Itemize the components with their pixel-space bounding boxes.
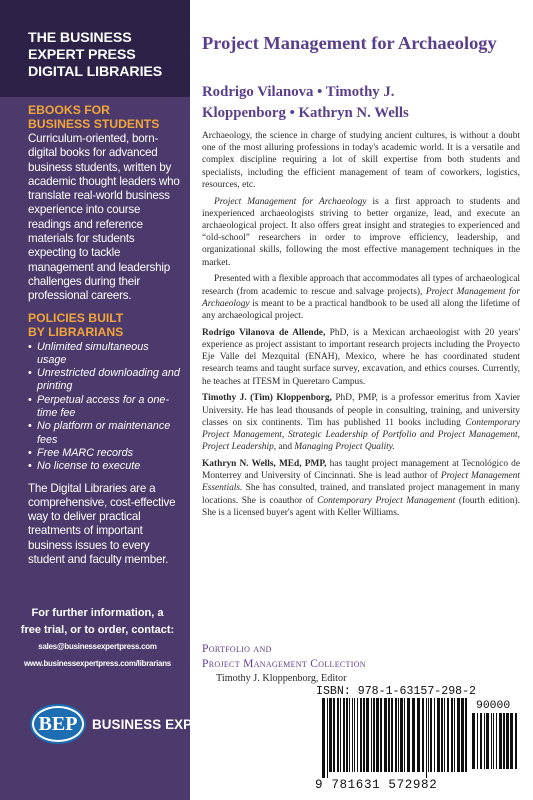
paragraph-text: Presented with a flexible approach that accommodates all types of archaeological research (from academic to rescue and salvage projects), — [202, 274, 520, 297]
contact-line: For further information, a — [31, 607, 164, 619]
barcode-bar — [480, 713, 482, 769]
series-line: Project Management Collection — [202, 657, 366, 670]
barcode-bar — [477, 713, 478, 769]
barcode-bar — [349, 698, 350, 772]
barcode-bar — [360, 698, 362, 772]
author-name: Kathryn N. Wells, MEd, PMP, — [202, 459, 327, 470]
policies-list — [28, 341, 180, 474]
barcode-bar — [412, 698, 415, 772]
barcode-bar — [363, 698, 365, 772]
book-title-reference: Project Management for Archaeology — [214, 196, 367, 207]
digital-libraries-description: The Digital Libraries are a comprehensive, cost-effective way to deliver practical treatments of important business issues to every student and faculty member. — [28, 481, 176, 567]
bio-text: and — [276, 442, 295, 453]
paragraph-text: is a first approach to students and inexperienced archaeologists striving to better organize, lead, and execute an archaeological project. It also offers great insight and strategies to experienced and “old-school” researchers in order to improve efficiency, leadership, and organizational skills, following the most effective management techniques in the market. — [202, 196, 520, 268]
barcode-digits: 9 781631 572982 — [315, 778, 438, 792]
ebooks-description: Curriculum-oriented, born-digital books for advanced business students, written by academic thought leaders who translate real-world business experience into course readings and reference materials for students expecting to tackle management and leadership challenges during their professional careers. — [28, 132, 180, 303]
barcode-bar — [404, 698, 405, 772]
book-title: Project Management for Archaeology — [202, 33, 497, 53]
book-reference: Managing Project Quality. — [294, 442, 395, 453]
barcode-bar — [395, 698, 397, 772]
barcode-bar — [417, 698, 420, 772]
bio-text: PhD, PMP, is a professor emeritus from Xavier University. He has lead thousands of people in consulting, training, and university classes on six continents. Tim has published 11 books including — [202, 393, 520, 428]
authors-line: Kloppenborg • Kathryn N. Wells — [202, 104, 409, 121]
barcode-bar — [503, 713, 505, 769]
barcode-bar — [337, 698, 339, 772]
barcode-bar — [384, 698, 387, 772]
barcode-bar — [465, 698, 467, 772]
barcode-bar — [380, 698, 382, 772]
barcode-bar — [422, 698, 424, 772]
bio-text: (fourth edition). She is a licensed buyer's agent with Keller Williams. — [202, 495, 520, 518]
barcode-bar — [472, 713, 475, 769]
barcode-bar — [447, 698, 449, 772]
barcode-bar — [506, 713, 509, 769]
barcode-bar — [354, 698, 355, 772]
contact-url: www.businessexpertpress.com/librarians — [24, 658, 171, 668]
policies-heading: POLICIES BUILT — [28, 310, 124, 325]
description-paragraph — [202, 273, 520, 322]
paragraph-text: is meant to be a practical handbook to be used all along the lifetime of any archaeological project. — [202, 298, 520, 322]
description-paragraph: Archaeology, the science in charge of studying ancient cultures, is without a doubt one of the most alluring professions in today's academic world. It is a versatile and complex discipline requiring a lot of skill expertise from both students and specialists, including the efficient management of team of coworkers, logistics, resources, etc. — [202, 131, 520, 190]
barcode-bar — [430, 698, 432, 772]
banner-title-line: THE BUSINESS — [28, 30, 132, 46]
barcode-bar — [371, 698, 372, 772]
banner-title-line: DIGITAL LIBRARIES — [28, 64, 163, 80]
barcode-bar — [457, 698, 460, 772]
barcode-bar — [340, 698, 341, 772]
barcode-bar — [400, 698, 403, 772]
barcode-bar — [352, 698, 353, 772]
bio-text: PhD, is a Mexican archaeologist with 20 years' experience as project assistant to important research projects including the Proyecto Eje Valle del Mezquital (ENAH), Mexico, where he has coordinated student research teams and taught surface survey, excavation, and ethics courses. Currently, he teaches at ITESM in Queretaro Campus. — [202, 327, 521, 387]
isbn-label: ISBN: 978-1-63157-298-2 — [316, 685, 477, 698]
barcode-bar — [484, 713, 485, 769]
barcode-bar — [333, 698, 335, 772]
barcode-bar — [376, 698, 379, 772]
addon-barcode-icon — [472, 713, 520, 769]
barcode-bar — [510, 713, 513, 769]
policy-item: • Free MARC records — [28, 447, 180, 460]
barcode-bar — [437, 698, 440, 772]
book-reference: Contemporary Project Management — [317, 495, 456, 506]
banner-title-line: EXPERT PRESS — [28, 47, 136, 63]
barcode-bar — [366, 698, 369, 772]
sidebar-body — [0, 97, 190, 567]
barcode-bar — [346, 698, 348, 772]
barcode-bar — [343, 698, 345, 772]
barcode-bar — [496, 713, 497, 769]
book-reference: Project Management Essentials. — [202, 471, 520, 494]
back-cover-copy — [202, 130, 520, 524]
barcode-bar — [451, 698, 453, 772]
policy-item: • No platform or maintenance fees — [28, 420, 180, 447]
barcode-bar — [428, 698, 429, 772]
barcode-bar — [327, 698, 328, 778]
barcode-bar — [322, 698, 325, 778]
series-line: Portfolio and — [202, 642, 272, 655]
ebooks-heading: EBOOKS FOR — [28, 103, 110, 117]
barcode-bar — [493, 713, 494, 769]
barcode-bar — [398, 698, 399, 772]
sidebar-panel — [0, 0, 190, 800]
barcode-bar — [357, 698, 358, 772]
book-authors — [202, 82, 522, 123]
policy-item: • Perpetual access for a one-time fee — [28, 394, 180, 421]
series-name — [202, 641, 520, 671]
isbn-addon-code: 90000 — [476, 700, 511, 712]
barcode-bar — [373, 698, 375, 772]
author-name: Timothy J. (Tim) Kloppenborg, — [202, 393, 332, 404]
policies-heading: BY LIBRARIANS — [28, 324, 124, 339]
policy-item: • No license to execute — [28, 460, 180, 473]
contact-block — [10, 605, 185, 672]
barcode-bar — [461, 698, 464, 772]
bep-logo-icon: BEP — [32, 706, 84, 742]
barcode-bar — [388, 698, 390, 772]
barcode-bar — [434, 698, 435, 772]
policy-item: • Unlimited simultaneous usage — [28, 341, 180, 368]
author-bio — [202, 327, 520, 388]
contact-line: free trial, or to order, contact: — [20, 623, 175, 636]
barcode-bar — [491, 713, 492, 769]
barcode-bar — [329, 698, 332, 772]
barcode-bar — [499, 713, 502, 769]
series-editor: Timothy J. Kloppenborg, Editor — [216, 673, 347, 684]
policy-item: • Unrestricted downloading and printing — [28, 367, 180, 394]
author-bio — [202, 458, 520, 519]
bio-text: has taught project management at Tecnológico de Monterrey and University of Cincinnati. She is lead author of — [202, 459, 520, 482]
author-name: Rodrigo Vilanova de Allende, — [202, 327, 326, 338]
authors-line: Rodrigo Vilanova • Timothy J. — [202, 84, 395, 100]
publisher-name: BUSINESS EXPERT PRESS — [92, 717, 269, 732]
barcode-bar — [486, 713, 489, 769]
description-paragraph — [202, 196, 520, 269]
digital-libraries-banner — [0, 0, 190, 97]
barcode-bar — [407, 698, 410, 772]
barcode-bar — [441, 698, 443, 772]
book-reference: Contemporary Project Management, Strategic Leadership of Portfolio and Project Management, Project Leadership, — [202, 417, 520, 453]
author-bio — [202, 392, 520, 453]
ebooks-heading: BUSINESS STUDENTS — [28, 117, 160, 131]
barcode-bar — [391, 698, 393, 772]
book-title-reference: Project Management for Archaeology — [202, 286, 520, 309]
barcode-icon — [322, 698, 468, 778]
barcode-bar — [454, 698, 455, 772]
barcode-bar — [444, 698, 445, 772]
barcode-bar — [515, 713, 517, 769]
barcode-bar — [426, 698, 427, 778]
bio-text: She has consulted, trained, and translated project management in many locations. She is coauthor of — [202, 483, 520, 506]
contact-email: sales@businessexpertpress.com — [38, 641, 157, 651]
